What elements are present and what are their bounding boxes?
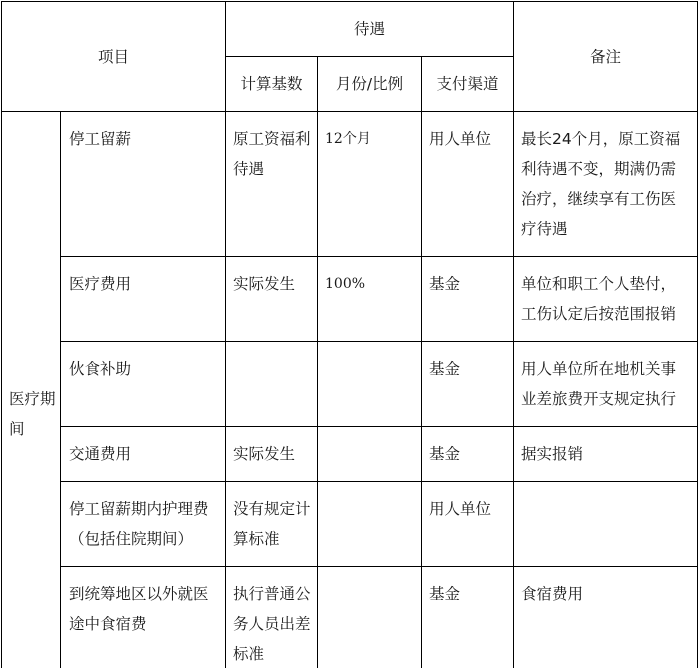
- row-item: 停工留薪: [61, 112, 226, 257]
- row-note: 用人单位所在地机关事业差旅费开支规定执行: [514, 342, 698, 427]
- row-base: 没有规定计算标准: [226, 482, 318, 567]
- row-note: 最长24个月，原工资福利待遇不变，期满仍需治疗，继续享有工伤医疗待遇: [514, 112, 698, 257]
- header-item: 项目: [2, 2, 226, 112]
- row-note: [514, 482, 698, 567]
- row-item: 伙食补助: [61, 342, 226, 427]
- row-note: 单位和职工个人垫付，工伤认定后按范围报销: [514, 257, 698, 342]
- row-ratio: [318, 342, 422, 427]
- table-row: [2, 567, 698, 668]
- row-channel: 用人单位: [422, 112, 514, 257]
- row-ratio: [318, 427, 422, 482]
- row-item: 到统筹地区以外就医途中食宿费: [61, 567, 226, 668]
- row-channel: 基金: [422, 342, 514, 427]
- row-channel: 基金: [422, 257, 514, 342]
- row-channel: 基金: [422, 567, 514, 668]
- table-row: [2, 427, 698, 482]
- table-row: [2, 482, 698, 567]
- row-ratio: 12个月: [318, 112, 422, 257]
- section-label: 医疗期间: [2, 112, 61, 668]
- row-base: 原工资福利待遇: [226, 112, 318, 257]
- row-base: 实际发生: [226, 257, 318, 342]
- row-ratio: [318, 567, 422, 668]
- row-base: 实际发生: [226, 427, 318, 482]
- row-item: 医疗费用: [61, 257, 226, 342]
- header-base: 计算基数: [226, 57, 318, 112]
- row-note: 食宿费用: [514, 567, 698, 668]
- header-note: 备注: [514, 2, 698, 112]
- header-channel: 支付渠道: [422, 57, 514, 112]
- header-ratio: 月份/比例: [318, 57, 422, 112]
- row-base: 执行普通公务人员出差标准: [226, 567, 318, 668]
- table-row: [2, 342, 698, 427]
- table-row: [2, 257, 698, 342]
- row-channel: 用人单位: [422, 482, 514, 567]
- row-item: 交通费用: [61, 427, 226, 482]
- row-base: [226, 342, 318, 427]
- row-ratio: 100%: [318, 257, 422, 342]
- header-benefit: 待遇: [226, 2, 514, 57]
- row-ratio: [318, 482, 422, 567]
- benefits-table: [1, 1, 698, 668]
- row-channel: 基金: [422, 427, 514, 482]
- table-row: [2, 112, 698, 257]
- row-item: 停工留薪期内护理费（包括住院期间）: [61, 482, 226, 567]
- row-note: 据实报销: [514, 427, 698, 482]
